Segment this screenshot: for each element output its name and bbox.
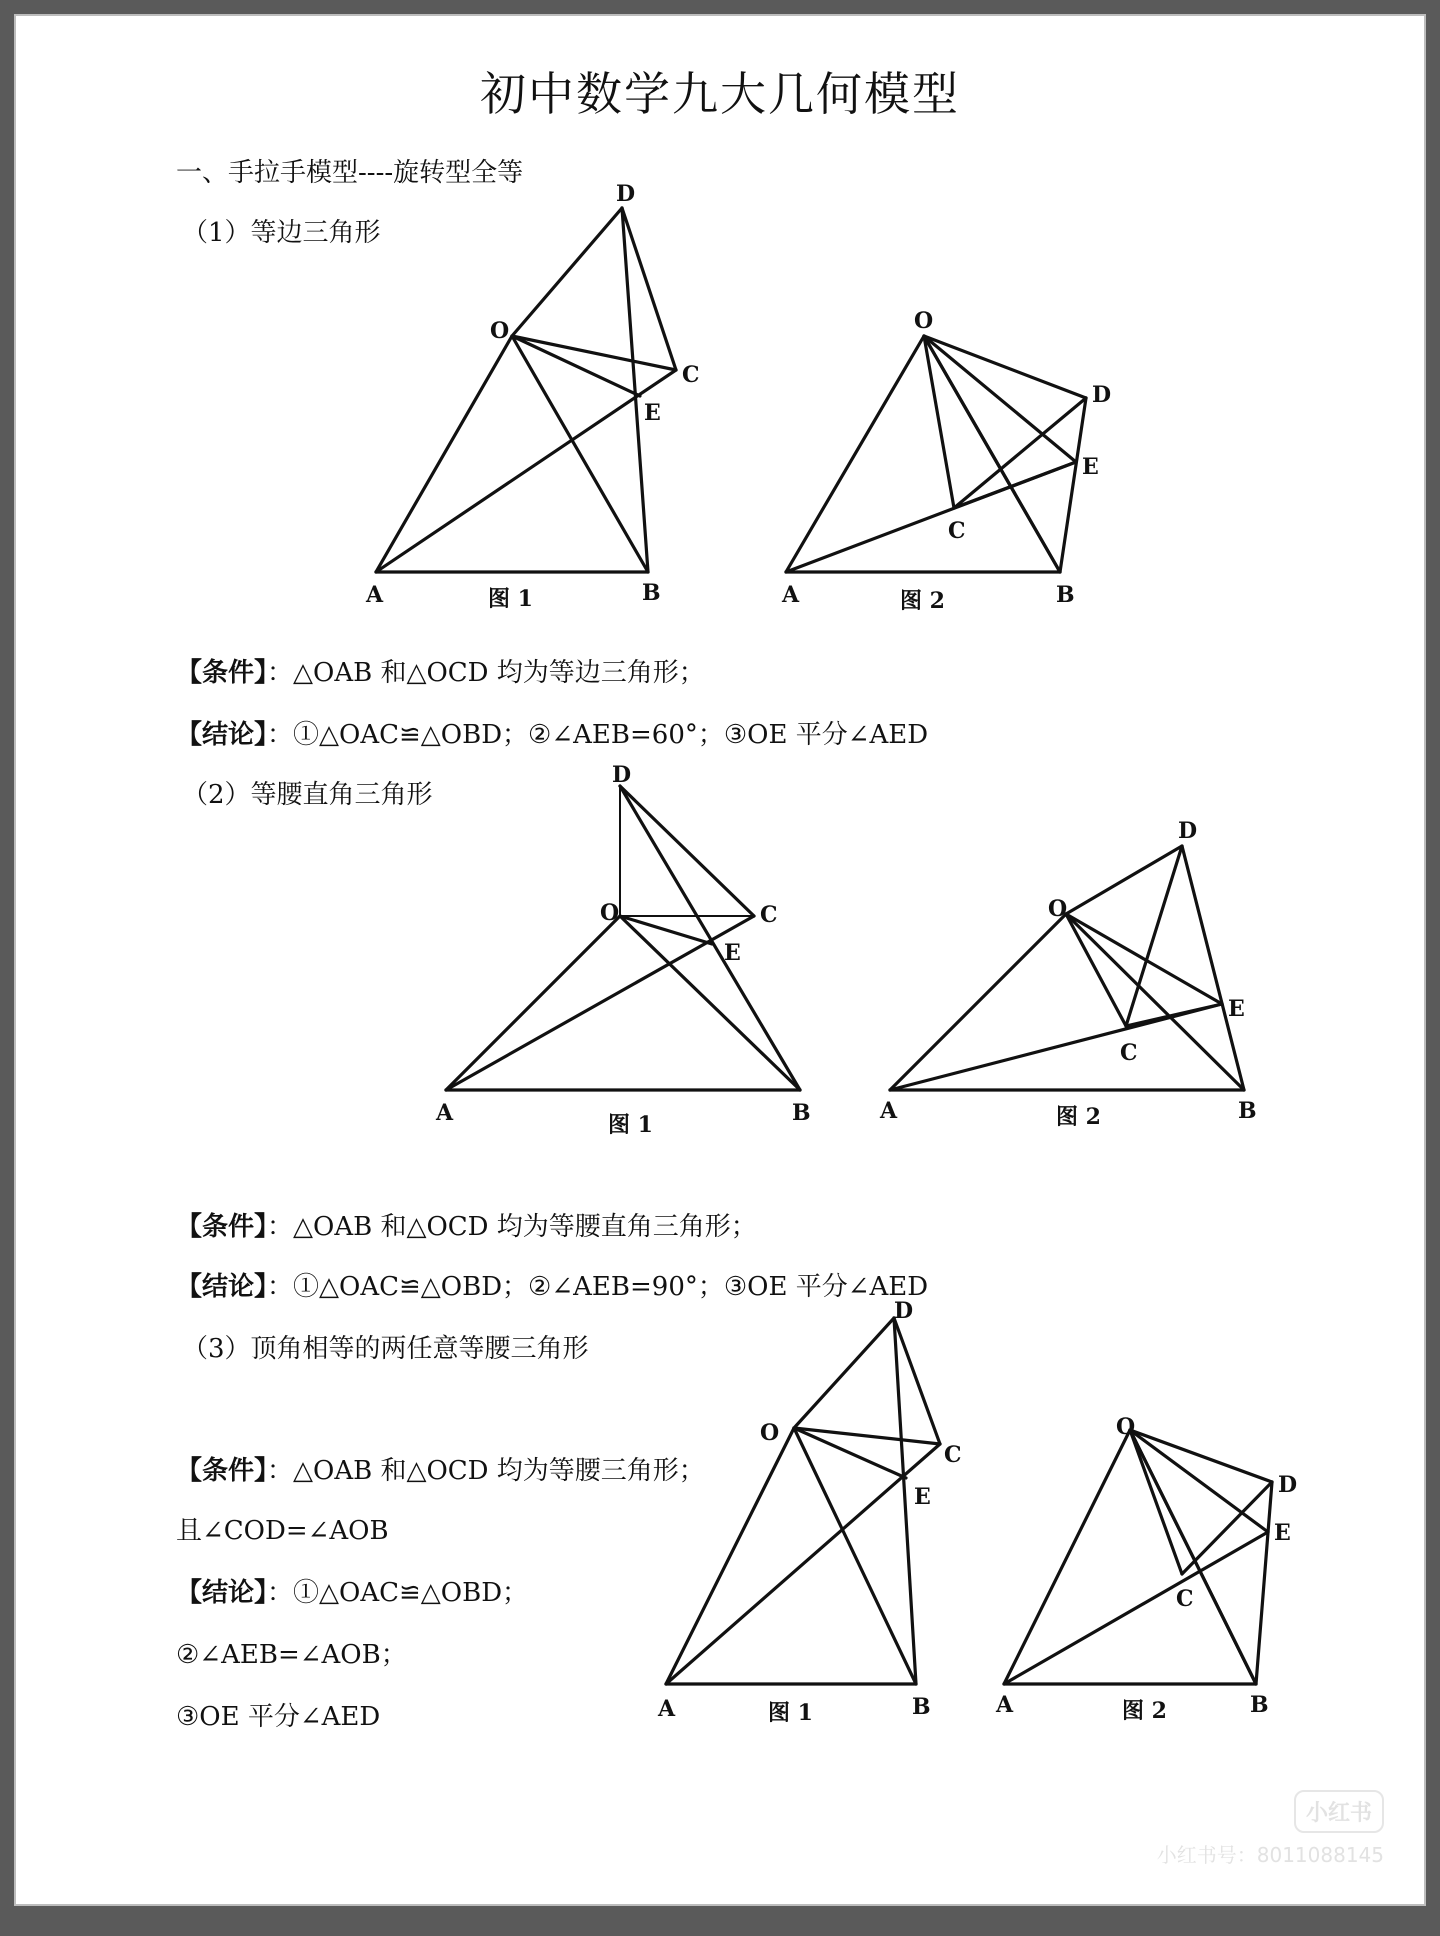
label-e: E bbox=[914, 1484, 931, 1510]
part3-conclusion-2: ②∠AEB=∠AOB； bbox=[176, 1640, 407, 1670]
part3-condition-extra: 且∠COD=∠AOB bbox=[176, 1516, 389, 1546]
caption-fig1: 图 1 bbox=[768, 1700, 813, 1726]
conclusion-label: 【结论】 bbox=[176, 1578, 268, 1608]
label-a: A bbox=[366, 582, 384, 608]
label-d: D bbox=[612, 762, 632, 788]
condition-text: ：△OAB 和△OCD 均为等腰三角形； bbox=[267, 1456, 705, 1486]
part1-subheading: （1）等边三角形 bbox=[182, 218, 381, 248]
label-d: D bbox=[1278, 1472, 1298, 1498]
caption-fig1: 图 1 bbox=[488, 586, 533, 612]
label-o: O bbox=[914, 308, 934, 334]
label-c: C bbox=[682, 362, 700, 388]
label-o: O bbox=[1048, 896, 1068, 922]
label-d: D bbox=[616, 181, 636, 207]
conclusion-label: 【结论】 bbox=[176, 1272, 268, 1302]
label-c: C bbox=[1176, 1586, 1194, 1612]
conclusion-text: ：①△OAC≌△OBD； bbox=[267, 1578, 529, 1608]
watermark bbox=[1157, 1790, 1384, 1868]
label-c: C bbox=[760, 902, 778, 928]
label-d: D bbox=[1092, 382, 1112, 408]
conclusion-text: ：①△OAC≌△OBD；②∠AEB=60°；③OE 平分∠AED bbox=[267, 720, 929, 750]
label-d: D bbox=[1178, 818, 1198, 844]
part3-conclusion-3: ③OE 平分∠AED bbox=[176, 1702, 381, 1732]
label-e: E bbox=[644, 400, 661, 426]
label-a: A bbox=[658, 1696, 676, 1722]
label-o: O bbox=[490, 318, 510, 344]
part3-figure-2 bbox=[16, 16, 1440, 1936]
label-b: B bbox=[1250, 1692, 1269, 1718]
condition-label: 【条件】 bbox=[176, 1212, 268, 1242]
watermark-id: 小红书号：8011088145 bbox=[1156, 1843, 1384, 1867]
caption-fig2: 图 2 bbox=[1122, 1698, 1167, 1724]
label-e: E bbox=[1274, 1520, 1291, 1546]
caption-fig2: 图 2 bbox=[1056, 1104, 1101, 1130]
label-b: B bbox=[1056, 582, 1075, 608]
label-c: C bbox=[944, 1442, 962, 1468]
label-e: E bbox=[1082, 454, 1099, 480]
label-b: B bbox=[792, 1100, 811, 1126]
caption-fig1: 图 1 bbox=[608, 1112, 653, 1138]
part3-fig2-lines bbox=[1004, 1430, 1272, 1684]
caption-fig2: 图 2 bbox=[900, 588, 945, 614]
condition-text: ：△OAB 和△OCD 均为等边三角形； bbox=[267, 658, 705, 688]
watermark-logo: 小红书 bbox=[1294, 1790, 1384, 1833]
label-o: O bbox=[1116, 1414, 1136, 1440]
label-d: D bbox=[894, 1298, 914, 1324]
section-heading: 一、手拉手模型----旋转型全等 bbox=[176, 158, 524, 188]
label-a: A bbox=[782, 582, 800, 608]
label-b: B bbox=[642, 580, 661, 606]
label-a: A bbox=[880, 1098, 898, 1124]
label-e: E bbox=[1228, 996, 1245, 1022]
part2-subheading: （2）等腰直角三角形 bbox=[182, 780, 433, 810]
label-e: E bbox=[724, 940, 741, 966]
page-title: 初中数学九大几何模型 bbox=[480, 67, 960, 121]
label-c: C bbox=[1120, 1040, 1138, 1066]
label-o: O bbox=[760, 1420, 780, 1446]
condition-text: ：△OAB 和△OCD 均为等腰直角三角形； bbox=[267, 1212, 757, 1242]
conclusion-text: ：①△OAC≌△OBD；②∠AEB=90°；③OE 平分∠AED bbox=[267, 1272, 929, 1302]
label-o: O bbox=[600, 900, 620, 926]
part3-subheading: （3）顶角相等的两任意等腰三角形 bbox=[182, 1334, 589, 1364]
label-a: A bbox=[996, 1692, 1014, 1718]
condition-label: 【条件】 bbox=[176, 658, 268, 688]
label-b: B bbox=[1238, 1098, 1257, 1124]
label-b: B bbox=[912, 1694, 931, 1720]
label-c: C bbox=[948, 518, 966, 544]
condition-label: 【条件】 bbox=[176, 1456, 268, 1486]
document-page bbox=[14, 14, 1426, 1906]
label-a: A bbox=[436, 1100, 454, 1126]
conclusion-label: 【结论】 bbox=[176, 720, 268, 750]
